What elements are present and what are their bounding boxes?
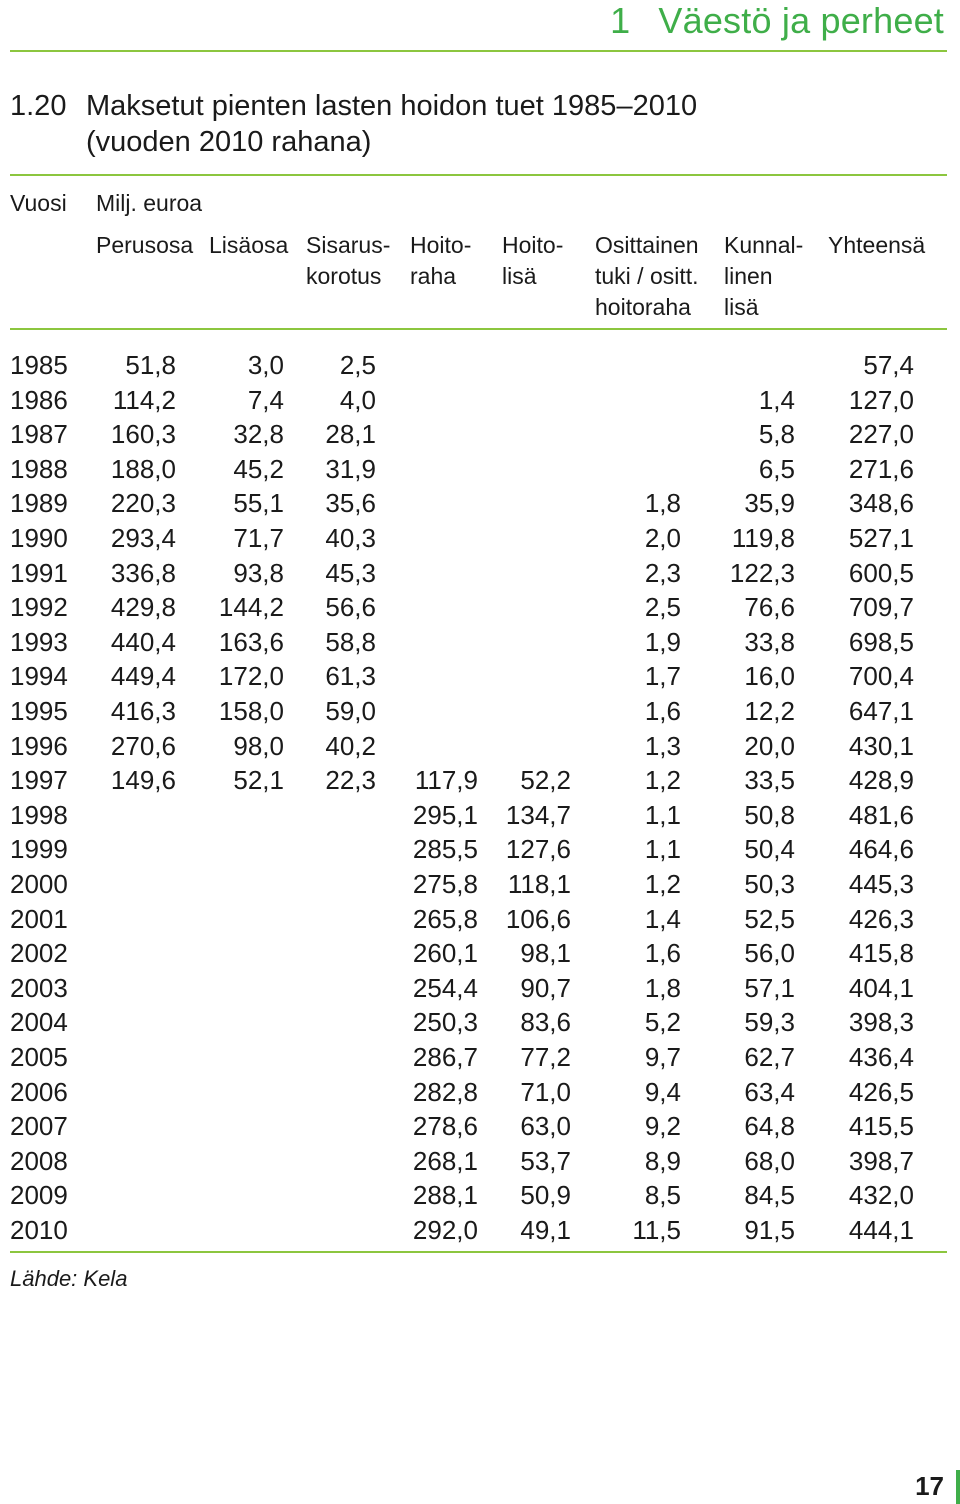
value-cell: 254,4 <box>412 972 478 1003</box>
value-cell: 57,1 <box>744 972 795 1003</box>
value-cell: 250,3 <box>412 1007 478 1038</box>
value-cell: 415,5 <box>848 1111 914 1142</box>
value-cell: 1,7 <box>644 661 681 692</box>
value-cell: 98,1 <box>520 938 571 969</box>
table-row <box>0 1111 960 1146</box>
table-row <box>0 938 960 973</box>
unit-label: Milj. euroa <box>96 190 203 216</box>
value-cell: 7,4 <box>247 384 284 415</box>
source-note: Lähde: Kela <box>10 1266 128 1291</box>
value-cell: 63,0 <box>520 1111 571 1142</box>
table-row <box>0 419 960 454</box>
value-cell: 288,1 <box>412 1180 478 1211</box>
value-cell: 709,7 <box>848 592 914 623</box>
column-header: Yhteensä <box>828 232 926 258</box>
value-cell: 76,6 <box>744 592 795 623</box>
page-number: 17 <box>915 1471 944 1501</box>
value-cell: 293,4 <box>110 523 176 553</box>
value-cell: 50,8 <box>744 799 795 830</box>
value-cell: 90,7 <box>520 972 571 1003</box>
value-cell: 188,0 <box>110 453 176 484</box>
year-cell: 1988 <box>10 453 68 484</box>
value-cell: 91,5 <box>744 1215 795 1245</box>
value-cell: 20,0 <box>744 730 795 761</box>
column-header: Perusosa <box>96 232 194 258</box>
value-cell: 172,0 <box>218 661 284 692</box>
value-cell: 22,3 <box>325 765 376 796</box>
value-cell: 68,0 <box>744 1145 795 1176</box>
value-cell: 1,9 <box>644 626 681 657</box>
value-cell: 1,1 <box>644 799 681 830</box>
value-cell: 144,2 <box>218 592 284 623</box>
value-cell: 45,2 <box>233 453 284 484</box>
value-cell: 33,8 <box>744 626 795 657</box>
column-header: Lisäosa <box>209 232 289 258</box>
table-row <box>0 1180 960 1215</box>
value-cell: 295,1 <box>412 799 478 830</box>
value-cell: 220,3 <box>110 488 176 519</box>
value-cell: 1,8 <box>644 972 681 1003</box>
value-cell: 1,8 <box>644 488 681 519</box>
value-cell: 16,0 <box>744 661 795 692</box>
table-row <box>0 592 960 627</box>
value-cell: 31,9 <box>325 453 376 484</box>
value-cell: 53,7 <box>520 1145 571 1176</box>
year-cell: 1999 <box>10 834 68 865</box>
year-cell: 1987 <box>10 419 68 450</box>
table-row <box>0 904 960 939</box>
value-cell: 59,0 <box>325 696 376 726</box>
value-cell: 9,7 <box>644 1042 681 1072</box>
value-cell: 56,6 <box>325 592 376 623</box>
value-cell: 71,7 <box>233 523 284 553</box>
table-row <box>0 731 960 766</box>
value-cell: 227,0 <box>848 419 914 450</box>
value-cell: 127,6 <box>505 834 571 865</box>
value-cell: 336,8 <box>110 557 176 588</box>
value-cell: 440,4 <box>110 626 176 657</box>
table-row <box>0 696 960 731</box>
value-cell: 398,7 <box>848 1145 914 1176</box>
value-cell: 271,6 <box>848 453 914 484</box>
table-row <box>0 834 960 869</box>
value-cell: 464,6 <box>848 834 914 865</box>
value-cell: 415,8 <box>848 938 914 969</box>
chapter-title: Väestö ja perheet <box>658 0 944 41</box>
year-cell: 1991 <box>10 557 68 588</box>
year-cell: 1985 <box>10 350 68 380</box>
value-cell: 52,2 <box>520 765 571 796</box>
value-cell: 12,2 <box>744 696 795 726</box>
year-cell: 1998 <box>10 799 68 830</box>
value-cell: 436,4 <box>848 1042 914 1072</box>
table-row <box>0 661 960 696</box>
value-cell: 2,5 <box>339 350 376 380</box>
value-cell: 428,9 <box>848 765 914 796</box>
value-cell: 122,3 <box>729 557 795 588</box>
table-title-line2: (vuoden 2010 rahana) <box>86 126 372 158</box>
year-cell: 2005 <box>10 1042 68 1072</box>
table-row <box>0 765 960 800</box>
table-row <box>0 1146 960 1181</box>
value-cell: 404,1 <box>848 972 914 1003</box>
value-cell: 35,9 <box>744 488 795 519</box>
value-cell: 52,1 <box>233 765 284 796</box>
value-cell: 52,5 <box>744 903 795 934</box>
value-cell: 1,6 <box>644 696 681 726</box>
year-cell: 2008 <box>10 1145 68 1176</box>
value-cell: 278,6 <box>412 1111 478 1142</box>
value-cell: 33,5 <box>744 765 795 796</box>
value-cell: 158,0 <box>218 696 284 726</box>
value-cell: 118,1 <box>507 869 571 899</box>
header-bottom-rule <box>10 328 947 330</box>
value-cell: 3,0 <box>247 350 284 380</box>
value-cell: 50,3 <box>744 869 795 899</box>
value-cell: 56,0 <box>744 938 795 969</box>
table-row <box>0 800 960 835</box>
value-cell: 160,3 <box>110 419 176 450</box>
value-cell: 426,5 <box>848 1076 914 1107</box>
value-cell: 1,2 <box>644 869 681 899</box>
value-cell: 698,5 <box>848 626 914 657</box>
value-cell: 163,6 <box>218 626 284 657</box>
page-corner-bar <box>956 1470 960 1504</box>
table-row <box>0 558 960 593</box>
value-cell: 292,0 <box>412 1215 478 1245</box>
chapter-number: 1 <box>610 0 631 41</box>
year-cell: 2003 <box>10 972 68 1003</box>
year-cell: 1986 <box>10 384 68 415</box>
year-cell: 2004 <box>10 1007 68 1038</box>
value-cell: 1,4 <box>758 384 795 415</box>
value-cell: 1,4 <box>644 903 681 934</box>
value-cell: 430,1 <box>848 730 914 761</box>
value-cell: 449,4 <box>110 661 176 692</box>
value-cell: 62,7 <box>744 1042 795 1072</box>
year-column-header: Vuosi <box>10 190 67 216</box>
value-cell: 50,9 <box>520 1180 571 1211</box>
value-cell: 432,0 <box>848 1180 914 1211</box>
value-cell: 5,8 <box>758 419 795 450</box>
value-cell: 58,8 <box>325 626 376 657</box>
value-cell: 45,3 <box>325 557 376 588</box>
value-cell: 84,5 <box>744 1180 795 1211</box>
value-cell: 527,1 <box>848 523 914 553</box>
table-title-line1: Maksetut pienten lasten hoidon tuet 1985–2010 <box>86 90 698 122</box>
value-cell: 117,9 <box>414 765 478 796</box>
value-cell: 268,1 <box>412 1145 478 1176</box>
value-cell: 2,5 <box>644 592 681 623</box>
column-header: Osittainen tuki / ositt. hoitoraha <box>595 232 699 320</box>
value-cell: 114,2 <box>112 384 176 415</box>
year-cell: 1993 <box>10 626 68 657</box>
year-cell: 1989 <box>10 488 68 519</box>
value-cell: 8,5 <box>644 1180 681 1211</box>
value-cell: 429,8 <box>110 592 176 623</box>
value-cell: 64,8 <box>744 1111 795 1142</box>
table-number: 1.20 <box>10 90 67 122</box>
value-cell: 4,0 <box>339 384 376 415</box>
value-cell: 275,8 <box>412 869 478 899</box>
year-cell: 2001 <box>10 903 68 934</box>
value-cell: 9,2 <box>644 1111 681 1142</box>
value-cell: 127,0 <box>848 384 914 415</box>
value-cell: 8,9 <box>644 1145 681 1176</box>
table-row <box>0 973 960 1008</box>
value-cell: 265,8 <box>412 903 478 934</box>
value-cell: 149,6 <box>110 765 176 796</box>
value-cell: 398,3 <box>848 1007 914 1038</box>
value-cell: 647,1 <box>848 696 914 726</box>
value-cell: 348,6 <box>848 488 914 519</box>
value-cell: 426,3 <box>848 903 914 934</box>
value-cell: 134,7 <box>505 799 571 830</box>
value-cell: 71,0 <box>520 1076 571 1107</box>
column-header: Hoito- raha <box>410 232 472 289</box>
value-cell: 600,5 <box>848 557 914 588</box>
value-cell: 61,3 <box>325 661 376 692</box>
value-cell: 63,4 <box>744 1076 795 1107</box>
table-title <box>10 88 697 160</box>
value-cell: 106,6 <box>505 903 571 934</box>
column-header: Kunnal- linen lisä <box>724 232 804 320</box>
value-cell: 40,3 <box>325 523 376 553</box>
year-cell: 1996 <box>10 730 68 761</box>
value-cell: 2,3 <box>644 557 681 588</box>
value-cell: 1,1 <box>644 834 681 865</box>
table-row <box>0 350 960 385</box>
table-row <box>0 1007 960 1042</box>
value-cell: 55,1 <box>233 488 284 519</box>
year-cell: 2010 <box>10 1215 68 1245</box>
year-cell: 2002 <box>10 938 68 969</box>
value-cell: 83,6 <box>520 1007 571 1038</box>
value-cell: 285,5 <box>412 834 478 865</box>
table-row <box>0 523 960 558</box>
year-cell: 2000 <box>10 869 68 899</box>
chapter-heading <box>610 0 944 42</box>
value-cell: 59,3 <box>744 1007 795 1038</box>
value-cell: 11,5 <box>632 1215 681 1245</box>
value-cell: 98,0 <box>233 730 284 761</box>
value-cell: 93,8 <box>233 557 284 588</box>
column-header: Sisarus- korotus <box>306 232 391 289</box>
header-top-rule <box>10 174 947 176</box>
value-cell: 416,3 <box>110 696 176 726</box>
value-cell: 57,4 <box>863 350 914 380</box>
value-cell: 481,6 <box>848 799 914 830</box>
chapter-rule <box>10 50 947 52</box>
table-row <box>0 454 960 489</box>
year-cell: 2007 <box>10 1111 68 1142</box>
value-cell: 1,2 <box>644 765 681 796</box>
year-cell: 1990 <box>10 523 68 553</box>
value-cell: 700,4 <box>848 661 914 692</box>
value-cell: 28,1 <box>325 419 376 450</box>
value-cell: 445,3 <box>848 869 914 899</box>
value-cell: 1,6 <box>644 938 681 969</box>
year-cell: 1994 <box>10 661 68 692</box>
value-cell: 5,2 <box>644 1007 681 1038</box>
column-header: Hoito- lisä <box>502 232 564 289</box>
year-cell: 1995 <box>10 696 68 726</box>
value-cell: 2,0 <box>644 523 681 553</box>
table-row <box>0 488 960 523</box>
value-cell: 9,4 <box>644 1076 681 1107</box>
value-cell: 50,4 <box>744 834 795 865</box>
value-cell: 51,8 <box>125 350 176 380</box>
table-row <box>0 869 960 904</box>
value-cell: 270,6 <box>110 730 176 761</box>
year-cell: 1992 <box>10 592 68 623</box>
table-bottom-rule <box>10 1251 947 1253</box>
value-cell: 282,8 <box>412 1076 478 1107</box>
value-cell: 119,8 <box>731 523 795 553</box>
table-row <box>0 1077 960 1112</box>
table-row <box>0 1215 960 1250</box>
value-cell: 35,6 <box>325 488 376 519</box>
value-cell: 444,1 <box>848 1215 914 1245</box>
year-cell: 2009 <box>10 1180 68 1211</box>
value-cell: 1,3 <box>644 730 681 761</box>
year-cell: 2006 <box>10 1076 68 1107</box>
value-cell: 32,8 <box>233 419 284 450</box>
table-row <box>0 627 960 662</box>
year-cell: 1997 <box>10 765 68 796</box>
value-cell: 40,2 <box>325 730 376 761</box>
value-cell: 77,2 <box>520 1042 571 1072</box>
table-row <box>0 385 960 420</box>
value-cell: 286,7 <box>412 1042 478 1072</box>
value-cell: 260,1 <box>412 938 478 969</box>
value-cell: 6,5 <box>758 453 795 484</box>
value-cell: 49,1 <box>520 1215 571 1245</box>
table-row <box>0 1042 960 1077</box>
